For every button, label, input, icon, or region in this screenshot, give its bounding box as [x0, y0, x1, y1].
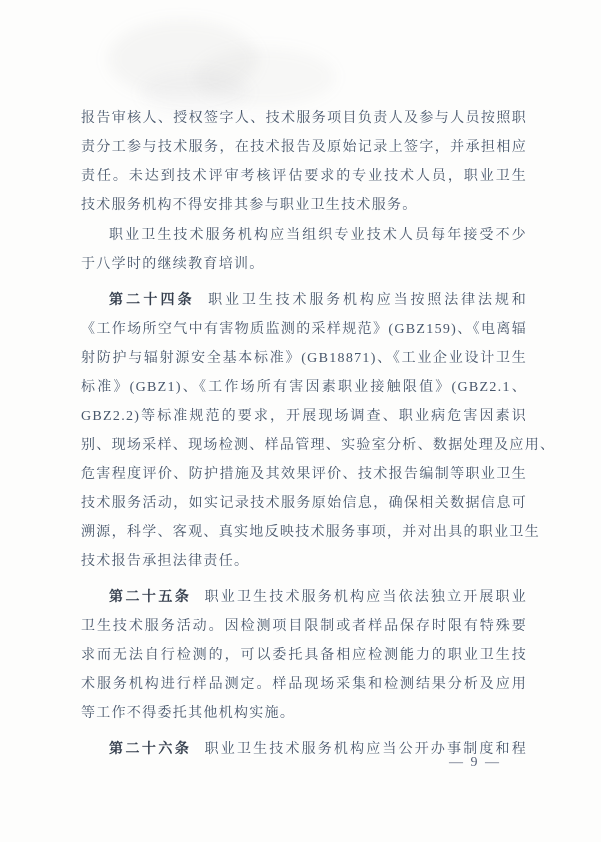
text-line: 《工作场所空气中有害物质监测的采样规范》(GBZ159)、《电离辐: [81, 322, 527, 337]
article-number: 第二十四条: [109, 291, 195, 307]
text-line: 标准》(GBZ1)、《工作场所有害因素职业接触限值》(GBZ2.1、: [81, 380, 527, 395]
document-body: [81, 104, 556, 764]
article-first-line-text: 职业卫生技术服务机构应当按照法律法规和: [208, 293, 527, 308]
scan-smudge: [195, 48, 335, 106]
article-number: 第二十五条: [109, 588, 192, 604]
text-line: 射防护与辐射源安全基本标准》(GB18871)、《工业企业设计卫生: [81, 351, 527, 366]
text-line: GBZ2.2)等标准规范的要求，开展现场调查、职业病危害因素识: [81, 409, 527, 424]
article-paragraph: [81, 285, 556, 576]
paragraph: [81, 104, 527, 220]
text-line: [81, 285, 527, 315]
text-line: 术服务机构进行样品测定。样品现场采集和检测结果分析及应用: [81, 677, 527, 692]
paragraph-list: [81, 104, 556, 764]
text-line: 技术服务机构不得安排其参与职业卫生技术服务。: [81, 198, 418, 213]
text-line: 求而无法自行检测的，可以委托具备相应检测能力的职业卫生技: [81, 648, 527, 663]
text-line: 技术服务活动，如实记录技术服务原始信息，确保相关数据信息可: [81, 496, 527, 511]
paragraph: [81, 221, 527, 279]
text-line: 危害程度评价、防护措施及其效果评价、技术报告编制等职业卫生: [81, 467, 527, 482]
article-number: 第二十六条: [109, 740, 192, 756]
text-line: 职业卫生技术服务机构应当组织专业技术人员每年接受不少: [109, 228, 527, 243]
text-line: 责分工参与技术服务，在技术报告及原始记录上签字，并承担相应: [81, 140, 527, 155]
text-line: 溯源，科学、客观、真实地反映技术服务事项，并对出具的职业卫生: [81, 525, 540, 540]
article-first-line-text: 职业卫生技术服务机构应当公开办事制度和程: [204, 742, 528, 757]
text-line: 责任。未达到技术评审考核评估要求的专业技术人员，职业卫生: [81, 169, 527, 184]
article-paragraph: [81, 582, 527, 728]
text-line: 于八学时的继续教育培训。: [81, 257, 265, 272]
text-line: [81, 582, 527, 612]
article-first-line-text: 职业卫生技术服务机构应当依法独立开展职业: [204, 590, 528, 605]
page-number: — 9 —: [449, 755, 501, 770]
text-line: 等工作不得委托其他机构实施。: [81, 706, 296, 721]
text-line: 别、现场采样、现场检测、样品管理、实验室分析、数据处理及应用、: [81, 438, 556, 453]
text-line: 卫生技术服务活动。因检测项目限制或者样品保存时限有特殊要: [81, 619, 527, 634]
scan-smudge: [108, 20, 258, 98]
text-line: 报告审核人、授权签字人、技术服务项目负责人及参与人员按照职: [81, 111, 527, 126]
text-line: 技术报告承担法律责任。: [81, 554, 250, 569]
